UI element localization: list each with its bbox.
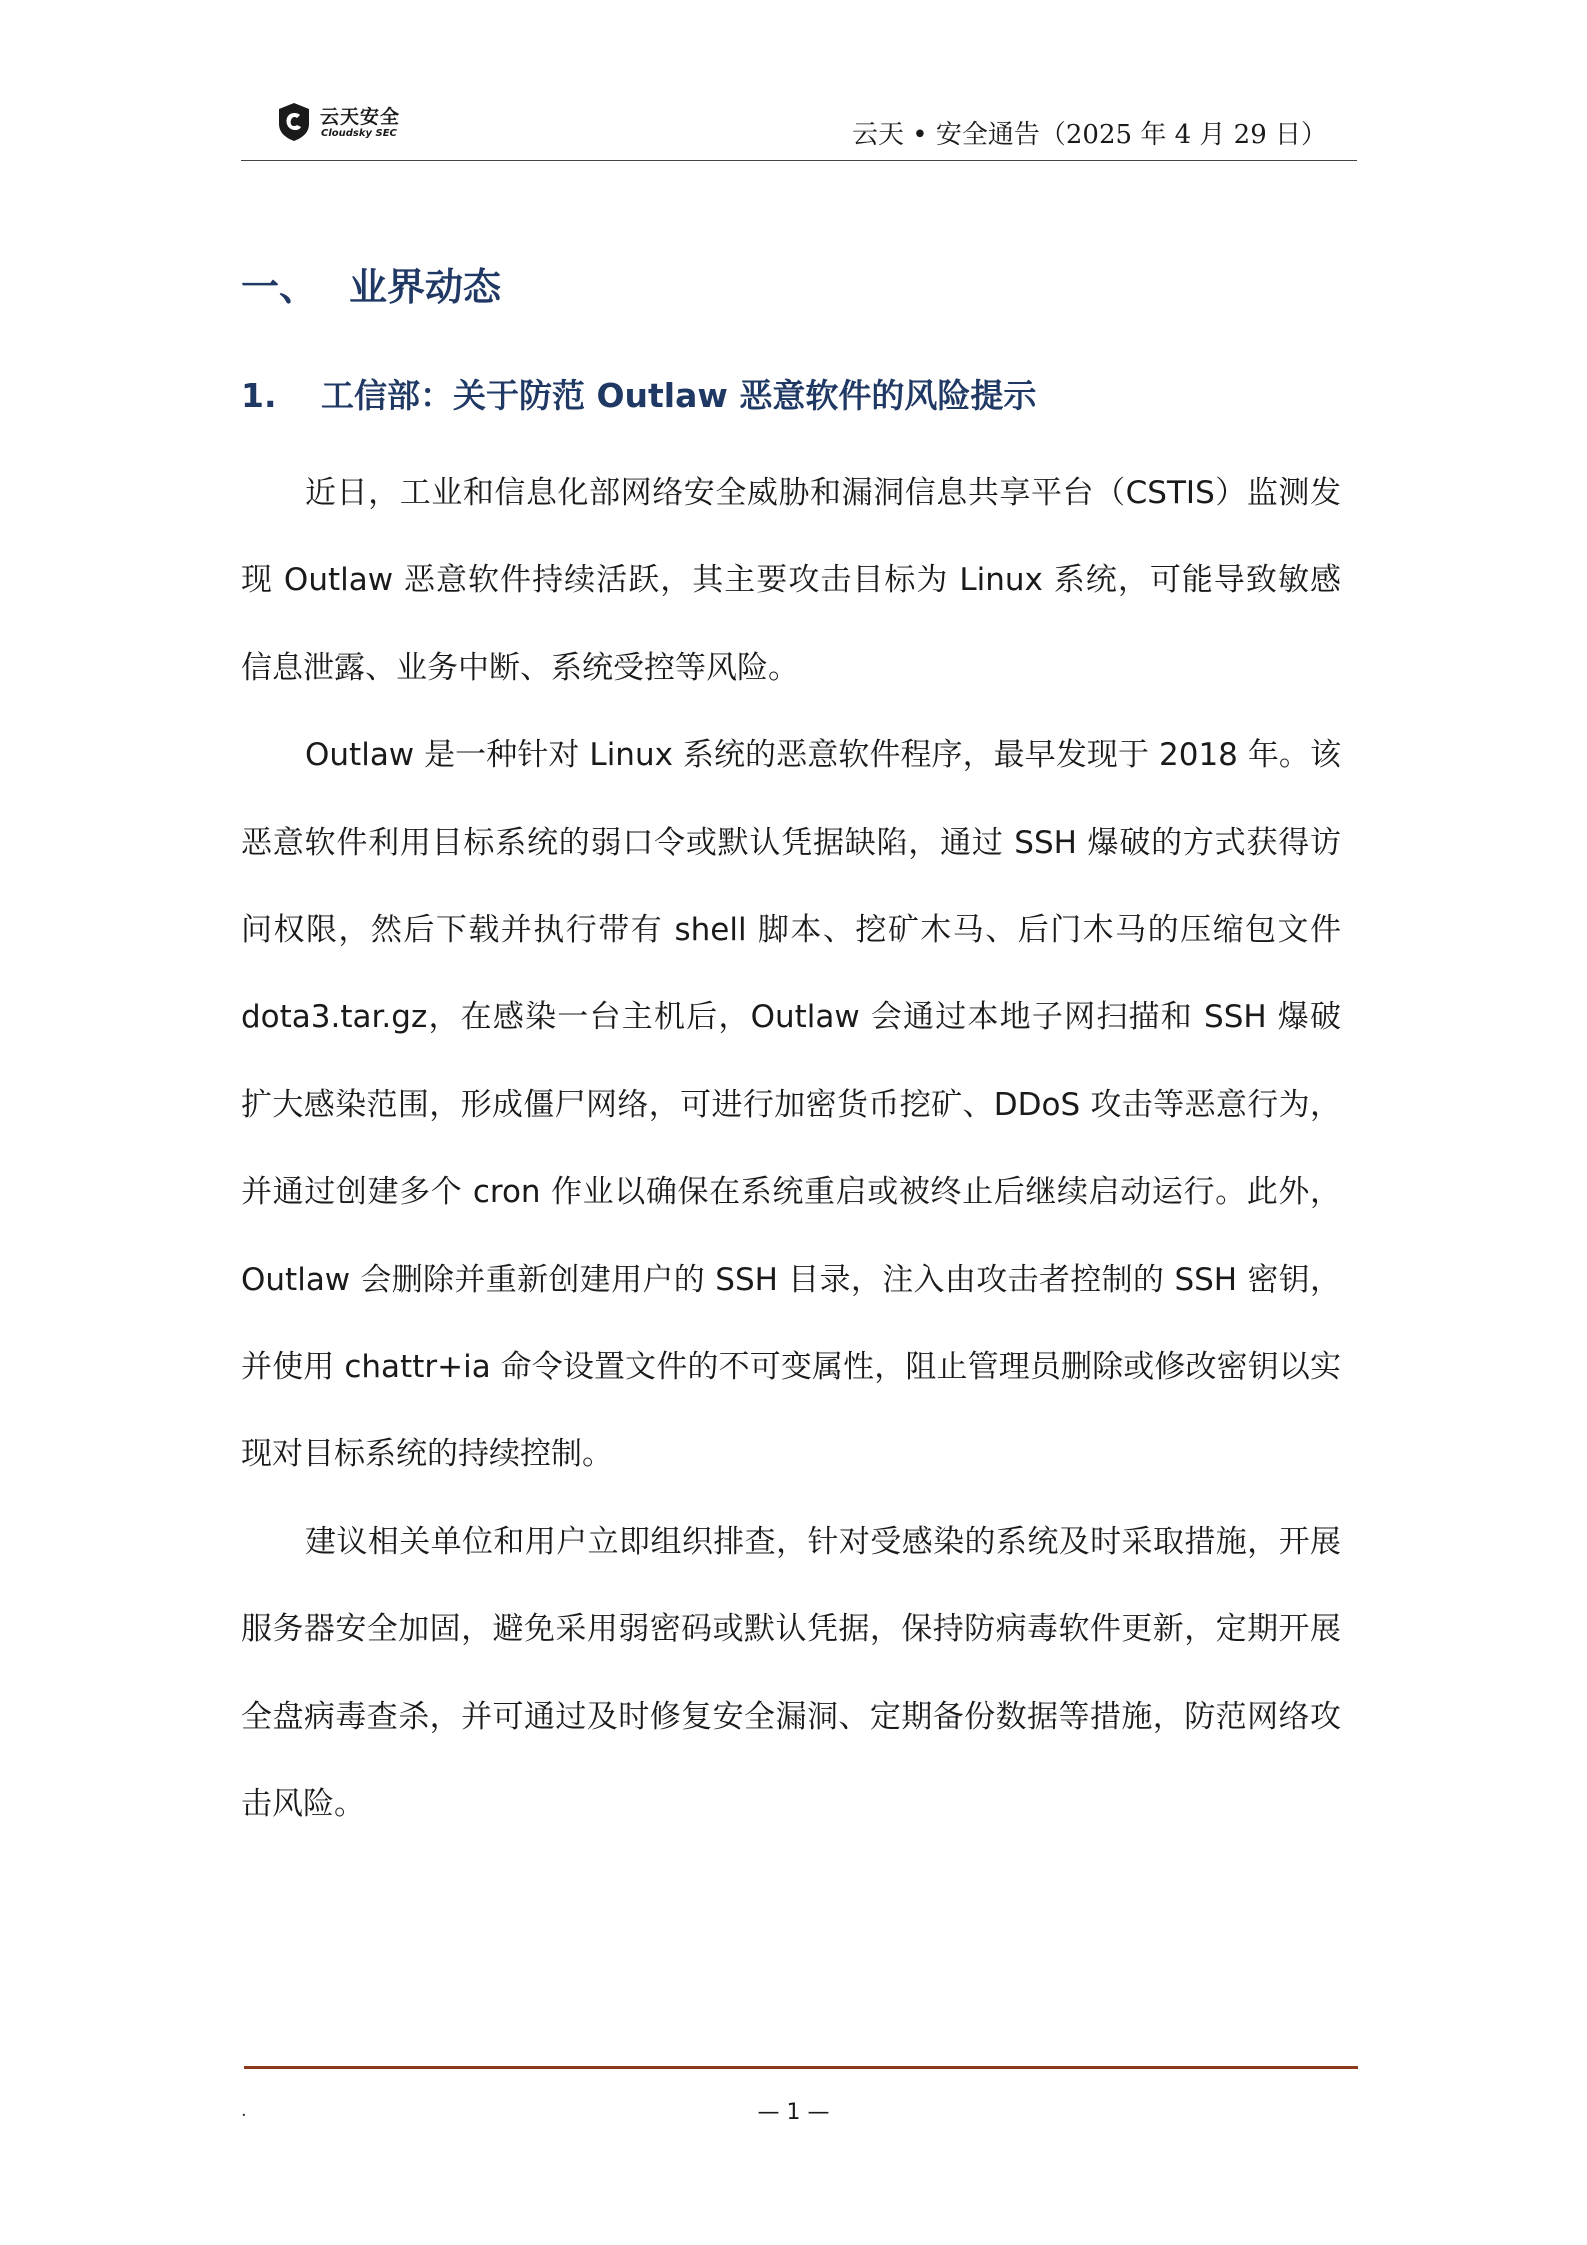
subsection-title: 工信部：关于防范 Outlaw 恶意软件的风险提示 bbox=[321, 376, 1037, 415]
subsection-number: 1. bbox=[241, 376, 277, 415]
section-heading bbox=[241, 256, 501, 311]
logo-english-text: Cloudsky SEC bbox=[321, 128, 397, 139]
page-number: — 1 — bbox=[757, 2100, 830, 2125]
footer-divider bbox=[244, 2066, 1358, 2069]
logo-chinese-text: 云天安全 bbox=[320, 106, 401, 128]
company-logo bbox=[276, 98, 426, 146]
paragraph: 近日，工业和信息化部网络安全威胁和漏洞信息共享平台（CSTIS）监测发现 Outlaw 恶意软件持续活跃，其主要攻击目标为 Linux 系统，可能导致敏感信息泄露、业务中断、系统受控等风险。 bbox=[241, 475, 1341, 686]
paragraph: Outlaw 是一种针对 Linux 系统的恶意软件程序，最早发现于 2018 年。该恶意软件利用目标系统的弱口令或默认凭据缺陷，通过 SSH 爆破的方式获得访问权限，然后下载并执行带有 shell 脚本、挖矿木马、后门木马的压缩包文件 dota3.tar.gz，在感染一台主机后，Outlaw 会通过本地子网扫描和 SSH 爆破扩大感染范围，形成僵尸网络，可进行加密货币挖矿、DDoS 攻击等恶意行为，并通过创建多个 cron 作业以确保在系统重启或被终止后继续启动运行。此外，Outlaw 会删除并重新创建用户的 SSH 目录，注入由攻击者控制的 SSH 密钥，并使用 chattr+ia 命令设置文件的不可变属性，阻止管理员删除或修改密钥以实现对目标系统的持续控制。 bbox=[241, 737, 1341, 1473]
paragraph: 建议相关单位和用户立即组织排查，针对受感染的系统及时采取措施，开展服务器安全加固，避免采用弱密码或默认凭据，保持防病毒软件更新，定期开展全盘病毒查杀，并可通过及时修复安全漏洞、定期备份数据等措施，防范网络攻击风险。 bbox=[241, 1523, 1341, 1823]
article-body bbox=[241, 450, 1341, 1849]
header-divider bbox=[241, 160, 1357, 161]
section-number: 一、 bbox=[241, 265, 318, 309]
cloudsky-logo-icon bbox=[276, 102, 312, 142]
subsection-heading bbox=[241, 370, 1036, 417]
page-header bbox=[241, 92, 1357, 162]
footer-mark: . bbox=[241, 2100, 247, 2121]
document-title: 云天 • 安全通告（2025 年 4 月 29 日） bbox=[852, 120, 1327, 150]
section-title: 业界动态 bbox=[349, 265, 502, 309]
